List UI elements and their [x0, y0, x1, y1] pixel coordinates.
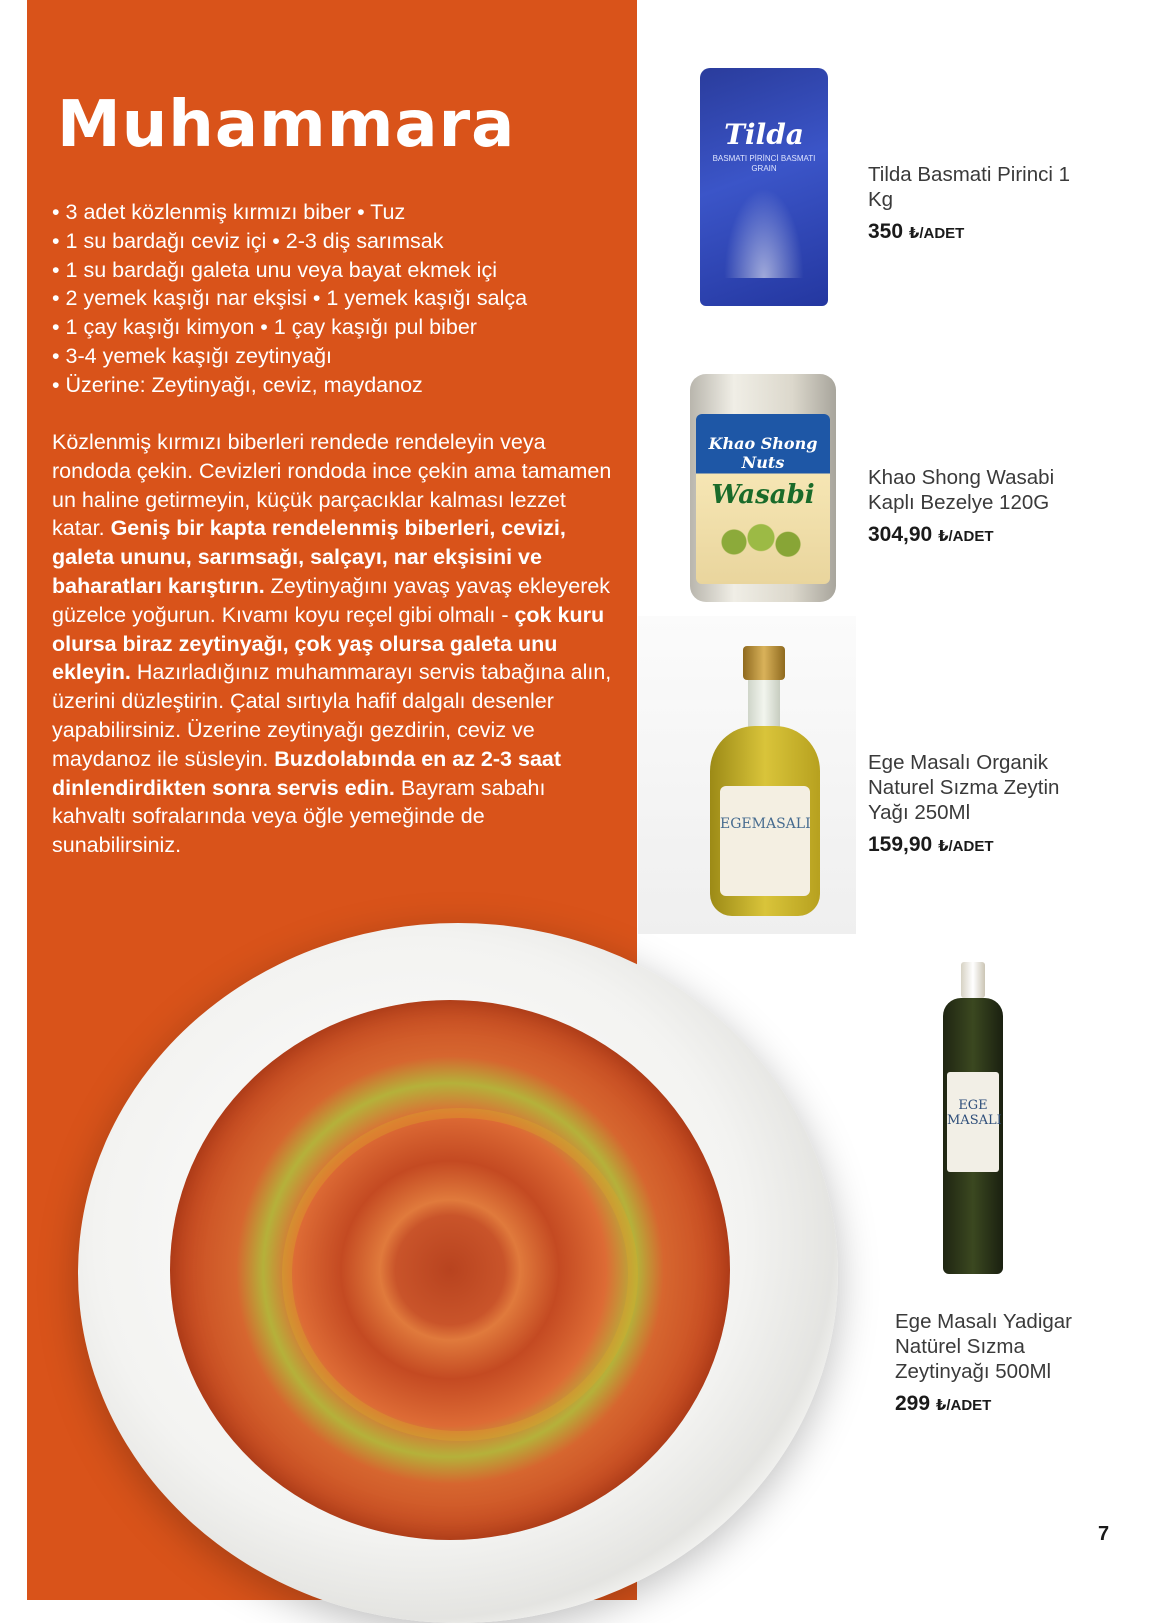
muhammara-dip-image	[170, 1000, 730, 1540]
bottle-neck	[748, 680, 780, 730]
product-price	[868, 220, 1088, 244]
package-brand: Khao Shong Nuts	[708, 434, 818, 472]
ingredient-item: • 1 su bardağı ceviz içi • 2-3 diş sarımsak	[52, 227, 612, 256]
product-name: Ege Masalı Organik Naturel Sızma Zeytin Yağı 250Ml	[868, 751, 1060, 824]
price-unit: ₺/ADET	[935, 1397, 992, 1414]
product-card[interactable]	[868, 162, 1088, 244]
tilda-rice-image	[700, 68, 828, 306]
instruction-text: Hazırladığınız muhammarayı servis tabağına alın, üzerini düzleştirin. Çatal sırtıyla hafif dalgalı desenler yapabilirsiniz. Üzerine zeytinyağı gezdirin, ceviz ve maydanoz ile süsleyin.	[52, 660, 612, 771]
product-card[interactable]	[868, 465, 1098, 547]
can-label	[696, 414, 830, 584]
instruction-text: Zeytinyağını yavaş yavaş ekleyerek güzelce yoğurun. Kıvamı koyu reçel gibi olmalı -	[52, 573, 611, 627]
ege-masali-500ml-bottle-image	[943, 962, 1003, 1274]
product-card[interactable]	[868, 750, 1098, 857]
product-price	[868, 523, 1098, 547]
ingredient-item: • 1 su bardağı galeta unu veya bayat ekmek içi	[52, 256, 612, 285]
product-price	[895, 1392, 1125, 1416]
recipe-title: Muhammara	[57, 88, 516, 162]
price-value: 299	[895, 1392, 931, 1415]
product-card[interactable]	[895, 1309, 1125, 1416]
instruction-text-bold: çok kuru olursa biraz zeytinyağı, çok yaş olursa galeta unu ekleyin.	[52, 602, 605, 685]
price-unit: ₺/ADET	[938, 528, 994, 545]
package-subtitle: Wasabi	[711, 480, 815, 510]
price-value: 350	[868, 220, 904, 243]
instruction-text-bold: Buzdolabında en az 2-3 saat dinlendirdikten sonra servis edin.	[52, 746, 562, 800]
ingredient-item: • 1 çay kaşığı kimyon • 1 çay kaşığı pul biber	[52, 313, 612, 342]
price-unit: ₺/ADET	[938, 838, 994, 855]
ingredient-item: • 3 adet közlenmiş kırmızı biber • Tuz	[52, 198, 612, 227]
wasabi-peas-can-image	[690, 374, 836, 602]
bottle-label: EGEMASALI	[720, 786, 810, 896]
ingredient-item: • 3-4 yemek kaşığı zeytinyağı	[52, 342, 612, 371]
rice-grain-graphic	[724, 188, 804, 278]
package-brand: Tilda	[724, 118, 804, 151]
ingredient-item: • Üzerine: Zeytinyağı, ceviz, maydanoz	[52, 371, 612, 400]
product-name: Ege Masalı Yadigar Natürel Sızma Zeytinyağı 500Ml	[895, 1310, 1073, 1383]
instruction-text: Közlenmiş kırmızı biberleri rendede rendeleyin veya rondoda çekin. Cevizleri rondoda ince çekin ama tamamen un haline getirmeyin, küçük parçacıklar kalması lezzet katar.	[52, 430, 612, 541]
product-price	[868, 833, 1098, 857]
instruction-text-bold: Geniş bir kapta rendelenmiş biberleri, cevizi, galeta ununu, sarımsağı, salçayı, nar ekşisini ve baharatları karıştırın.	[52, 516, 566, 598]
bottle-label: EGE MASALI	[947, 1072, 999, 1172]
price-unit: ₺/ADET	[908, 225, 965, 242]
price-value: 159,90	[868, 833, 933, 856]
ege-masali-250ml-bottle-image	[710, 646, 820, 916]
ingredient-list	[52, 198, 612, 400]
page-number: 7	[1098, 1523, 1110, 1545]
recipe-instructions	[52, 428, 612, 860]
ingredient-item: • 2 yemek kaşığı nar ekşisi • 1 yemek kaşığı salça	[52, 284, 612, 313]
product-name: Tilda Basmati Pirinci 1 Kg	[868, 163, 1071, 211]
bottle-cap	[961, 962, 985, 998]
bottle-cap	[743, 646, 785, 680]
instruction-text: Bayram sabahı kahvaltı sofralarında veya öğle yemeğinde de sunabilirsiniz.	[52, 775, 546, 858]
green-peas-graphic	[716, 520, 806, 564]
price-value: 304,90	[868, 523, 933, 546]
package-subtitle: BASMATI PİRİNCİ BASMATI GRAIN	[712, 154, 816, 173]
product-name: Khao Shong Wasabi Kaplı Bezelye 120G	[868, 466, 1055, 514]
